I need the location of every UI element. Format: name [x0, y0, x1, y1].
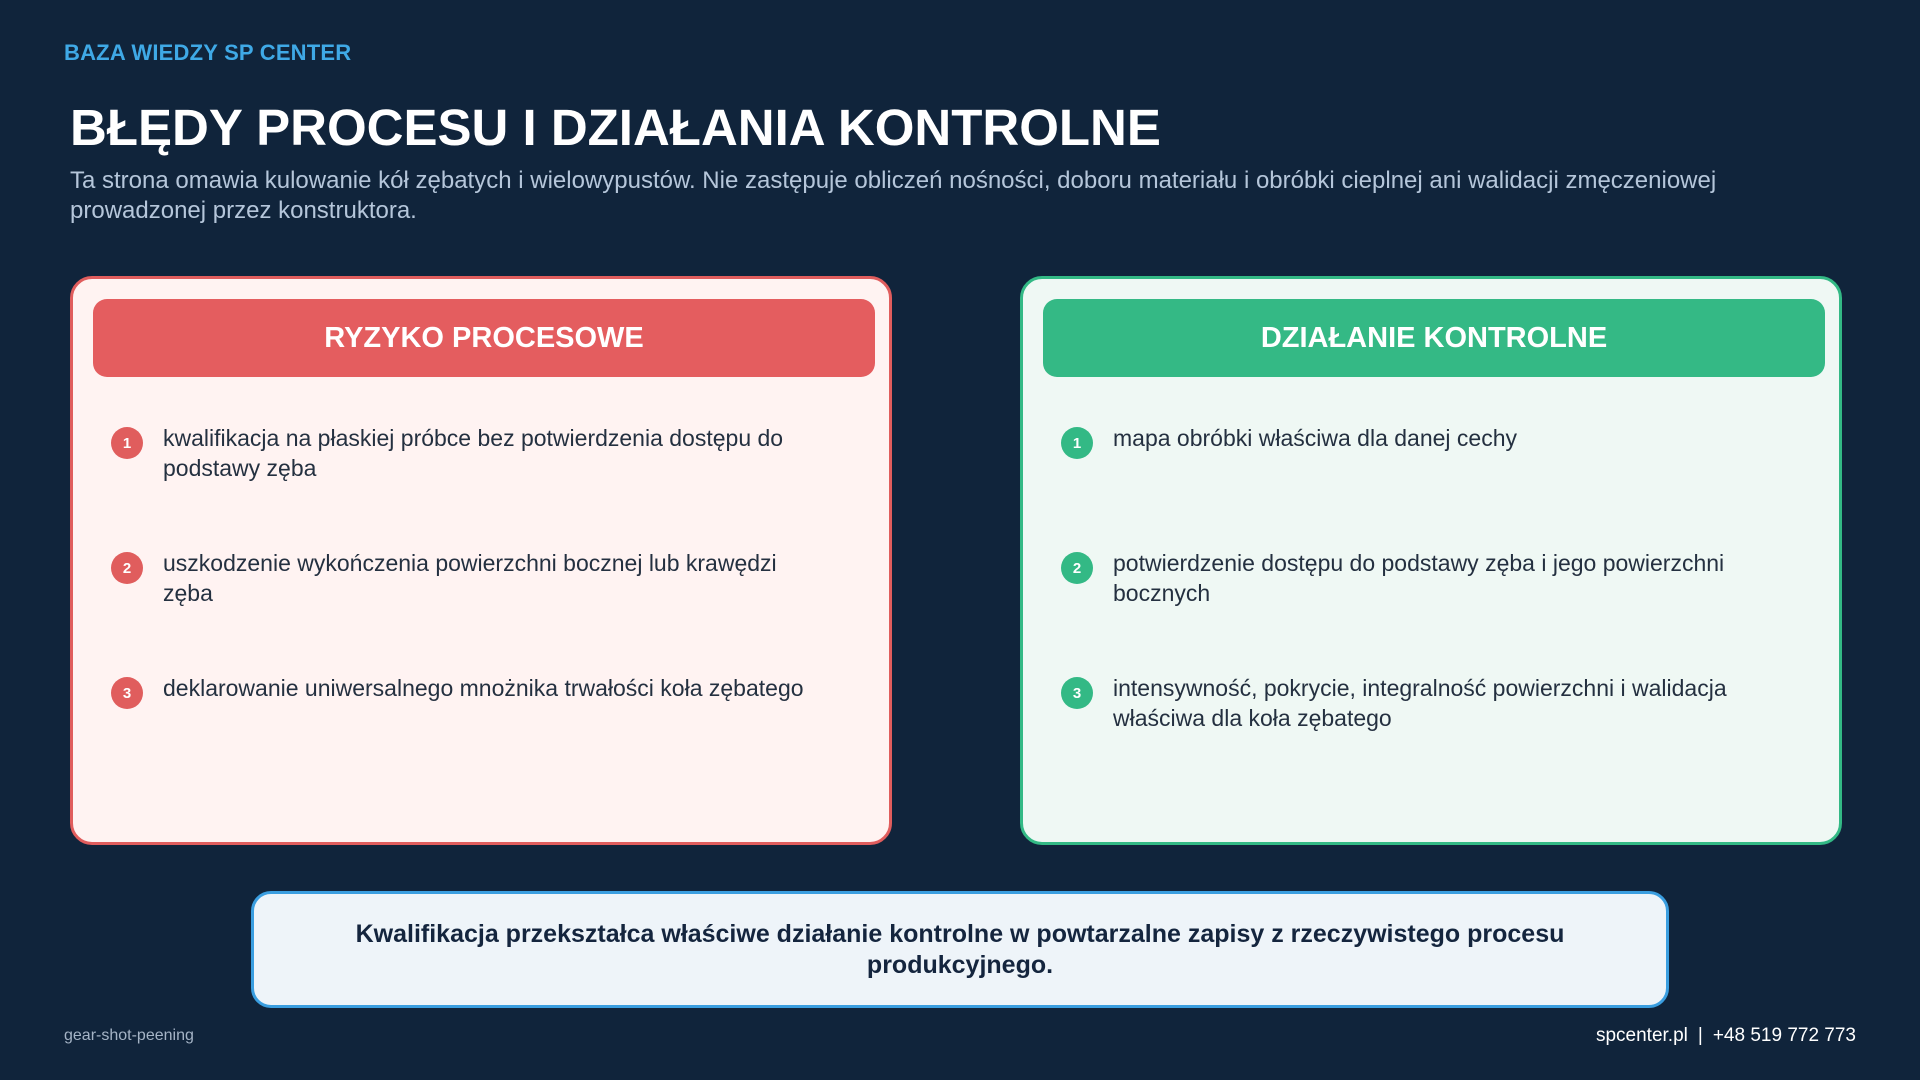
- page-title: BŁĘDY PROCESU I DZIAŁANIA KONTROLNE: [70, 99, 1161, 156]
- risk-item: [111, 423, 831, 483]
- control-item-number: 2: [1061, 552, 1093, 584]
- footer-website: spcenter.pl: [1595, 1025, 1688, 1046]
- control-item-text: potwierdzenie dostępu do podstawy zęba i jego powierzchni bocznych: [1113, 550, 1725, 606]
- control-item: [1061, 673, 1781, 733]
- risk-item-text: uszkodzenie wykończenia powierzchni bocznej lub krawędzi zęba: [163, 550, 777, 606]
- control-item: [1061, 548, 1781, 608]
- risk-item-number: 3: [111, 677, 143, 709]
- control-panel-header: DZIAŁANIE KONTROLNE: [1043, 299, 1825, 377]
- risk-item-number: 2: [111, 552, 143, 584]
- risk-panel-header: RYZYKO PROCESOWE: [93, 299, 875, 377]
- control-panel: [1020, 276, 1842, 845]
- summary-callout: Kwalifikacja przekształca właściwe działanie kontrolne w powtarzalne zapisy z rzeczywistego procesu produkcyjnego.: [251, 891, 1669, 1008]
- control-item-number: 1: [1061, 427, 1093, 459]
- footer-contact: [1596, 1025, 1856, 1047]
- footer-slug: gear-shot-peening: [64, 1027, 194, 1044]
- risk-item: [111, 673, 831, 709]
- footer-separator: |: [1697, 1025, 1703, 1046]
- control-item-text: intensywność, pokrycie, integralność powierzchni i walidacja właściwa dla koła zębatego: [1113, 675, 1727, 731]
- risk-panel: [70, 276, 892, 845]
- risk-item: [111, 548, 831, 608]
- control-item-text: mapa obróbki właściwa dla danej cechy: [1113, 425, 1517, 451]
- risk-item-number: 1: [111, 427, 143, 459]
- footer-phone: +48 519 772 773: [1712, 1025, 1856, 1046]
- brand-label: BAZA WIEDZY SP CENTER: [64, 40, 352, 65]
- page-subtitle: Ta strona omawia kulowanie kół zębatych i wielowypustów. Nie zastępuje obliczeń nośności, doboru materiału i obróbki cieplnej ani walidacji zmęczeniowej prowadzonej przez konstruktora.: [70, 167, 1717, 224]
- control-item-number: 3: [1061, 677, 1093, 709]
- risk-item-text: deklarowanie uniwersalnego mnożnika trwałości koła zębatego: [163, 675, 804, 701]
- control-item: [1061, 423, 1781, 459]
- risk-item-text: kwalifikacja na płaskiej próbce bez potwierdzenia dostępu do podstawy zęba: [163, 425, 784, 481]
